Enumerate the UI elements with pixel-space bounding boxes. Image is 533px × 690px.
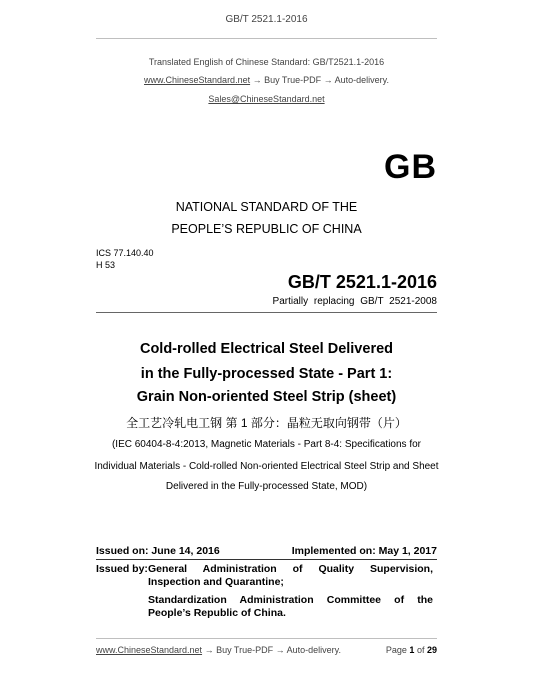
iec-line1: (IEC 60404-8-4:2013, Magnetic Materials - Part 8-4: Specifications for: [111, 439, 422, 450]
footer-site-link[interactable]: www.ChineseStandard.net: [96, 645, 203, 655]
translation-note: Translated English of Chinese Standard: GB/T2521.1-2016: [148, 57, 385, 67]
iec-line2: Individual Materials - Cold-rolled Non-oriented Electrical Steel Strip and Sheet: [94, 461, 439, 472]
purchase-line: [0, 75, 533, 85]
page-label: Page: [385, 645, 407, 655]
issued-on: Issued on: June 14, 2016: [96, 545, 220, 557]
title-line1: Cold-rolled Electrical Steel Delivered: [139, 341, 394, 357]
dates-rule: [96, 559, 437, 560]
purchase-text: → Buy True-PDF → Auto-delivery.: [250, 75, 389, 85]
title-line3: Grain Non-oriented Steel Strip (sheet): [136, 389, 397, 405]
page-number: 1: [409, 645, 415, 655]
issued-by-row: [96, 563, 437, 589]
iec-line3: Delivered in the Fully-processed State, MOD): [165, 481, 368, 492]
implemented-on: Implemented on: May 1, 2017: [291, 545, 437, 557]
national-standard-line1: NATIONAL STANDARD OF THE: [175, 200, 358, 214]
issuer-sac: Standardization Administration Committee of the People’s Republic of China.: [148, 594, 433, 619]
footer-purchase: [96, 645, 341, 655]
issued-by-label: Issued by:: [96, 563, 148, 575]
running-header: GB/T 2521.1-2016: [225, 14, 308, 25]
page-total: 29: [426, 645, 437, 655]
chinese-title: 全工艺冷轧电工钢 第 1 部分：晶粒无取向钢带（片）: [126, 416, 407, 430]
of-label: of: [416, 645, 425, 655]
code-rule: [96, 312, 437, 313]
title-line2: in the Fully-processed State - Part 1:: [140, 366, 393, 382]
standard-code: GB/T 2521.1-2016: [287, 272, 437, 292]
gb-mark: GB: [384, 148, 437, 186]
ics-code: ICS 77.140.40: [96, 248, 154, 258]
national-standard-line2: PEOPLE’S REPUBLIC OF CHINA: [171, 222, 362, 236]
page-indicator: [386, 645, 437, 655]
issuer-gaqsiq: General Administration of Quality Supervision, Inspection and Quarantine;: [148, 563, 433, 588]
h-code: H 53: [96, 260, 116, 270]
replacing-note: Partially replacing GB/T 2521-2008: [272, 296, 437, 307]
footer-rule: [96, 638, 437, 639]
issued-by-row-2: [96, 594, 437, 620]
email-line: [0, 94, 533, 104]
site-link[interactable]: www.ChineseStandard.net: [144, 75, 251, 85]
header-rule: [96, 38, 437, 39]
footer-purchase-text: → Buy True-PDF → Auto-delivery.: [202, 645, 341, 655]
sales-email-link[interactable]: Sales@ChineseStandard.net: [208, 94, 325, 104]
